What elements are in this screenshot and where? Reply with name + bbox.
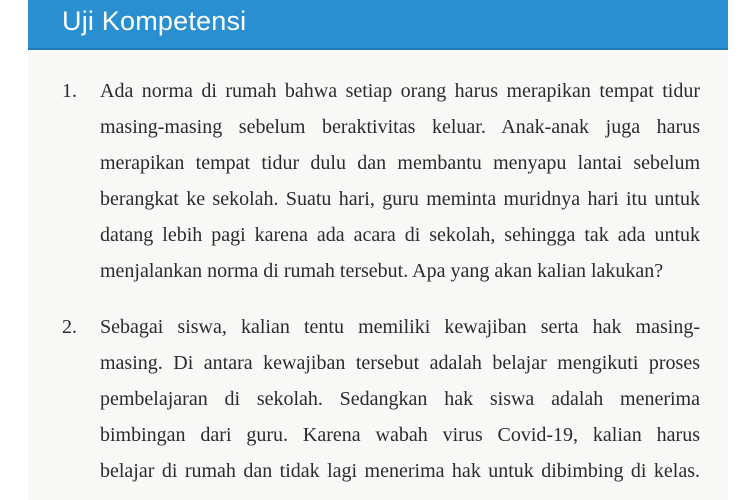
item-text bbox=[100, 309, 700, 489]
text-line: datang lebih pagi karena ada acara di sekolah, sehingga tak ada untuk bbox=[100, 224, 700, 246]
page-right-margin bbox=[728, 0, 750, 500]
item-number: 2. bbox=[62, 316, 77, 338]
text-line: masing. Di antara kewajiban tersebut adalah belajar mengikuti proses bbox=[100, 352, 700, 374]
text-line: pembelajaran di sekolah. Sedangkan hak siswa adalah menerima bbox=[100, 388, 700, 410]
page-left-margin bbox=[0, 0, 28, 500]
exercise-panel bbox=[28, 50, 728, 500]
text-line: bimbingan dari guru. Karena wabah virus Covid-19, kalian harus bbox=[100, 424, 700, 446]
section-header bbox=[28, 0, 728, 50]
text-line: belajar di rumah dan tidak lagi menerima hak untuk dibimbing di kelas. bbox=[100, 460, 700, 482]
item-number: 1. bbox=[62, 80, 77, 102]
text-line: masing-masing sebelum beraktivitas keluar. Anak-anak juga harus bbox=[100, 116, 700, 138]
text-line: berangkat ke sekolah. Suatu hari, guru meminta muridnya hari itu untuk bbox=[100, 188, 700, 210]
section-title: Uji Kompetensi bbox=[62, 6, 247, 36]
text-line: Sebagai siswa, kalian tentu memiliki kewajiban serta hak masing- bbox=[100, 316, 700, 338]
text-line: merapikan tempat tidur dulu dan membantu menyapu lantai sebelum bbox=[100, 152, 700, 174]
text-line: Ada norma di rumah bahwa setiap orang harus merapikan tempat tidur bbox=[100, 80, 700, 102]
text-line: menjalankan norma di rumah tersebut. Apa yang akan kalian lakukan? bbox=[100, 260, 664, 282]
item-text bbox=[100, 73, 700, 289]
